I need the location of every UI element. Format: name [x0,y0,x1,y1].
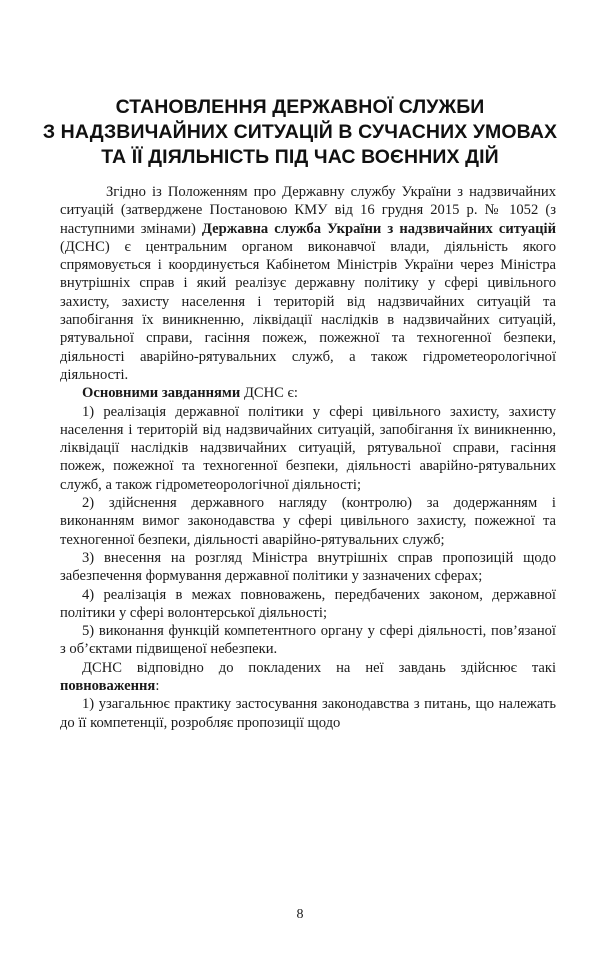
powers-bold-label: повноваження [60,678,156,695]
task-item-2: 2) здійснення державного нагляду (контролю) за додержанням і виконанням вимог законодавства у сфері цивільного захисту, пожежної та техногенної безпеки, діяльності аварійно-рятувальних служб; [60,495,556,548]
title-line-3: ТА ЇЇ ДІЯЛЬНІСТЬ ПІД ЧАС ВОЄННИХ ДІЙ [101,146,499,168]
page-number: 8 [296,907,304,922]
task-item-3: 3) внесення на розгляд Міністра внутрішніх справ пропозицій щодо забезпечення формування державної політики у зазначених сферах; [60,549,556,585]
tasks-heading-paragraph [60,384,556,402]
intro-paragraph [60,183,556,384]
title-line-1: СТАНОВЛЕННЯ ДЕРЖАВНОЇ СЛУЖБИ [115,96,485,118]
powers-paragraph [60,659,556,696]
task-item-5: 5) виконання функцій компетентного органу у сфері діяльності, пов’язаної з об’єктами підвищеної небезпеки. [60,623,556,658]
intro-text-2: (ДСНС) є центральним органом виконавчої влади, діяльність якого спрямовується і координується Кабінетом Міністрів України через Міністра внутрішніх справ і який реалізує державну політику у сфері цивільного захисту, захисту населення і територій від надзвичайних ситуацій та запобігання їх виникненню, ліквідації наслідків в надзвичайних ситуацій, рятувальної справи, гасіння пожеж, пожежної та техногенної безпеки, діяльності аварійно-рятувальних служб, а також гідрометеорологічної діяльності. [60,238,556,383]
document-body [60,183,556,732]
powers-tail: : [155,678,160,695]
title-line-2: З НАДЗВИЧАЙНИХ СИТУАЦІЙ В СУЧАСНИХ УМОВАХ [42,121,558,143]
intro-bold-service-name: Державна служба України з надзвичайних ситуацій [201,220,557,237]
intro-text-1: Згідно із Положенням про Державну службу України з надзвичайних ситуацій (затверджене Постановою КМУ від 16 грудня 2015 р. № 1052 (з наступними змінами) [60,184,556,237]
powers-text: ДСНС відповідно до покладених на неї завдань здійснює такі [82,659,556,676]
tasks-bold-label: Основними завданнями [82,385,241,402]
tasks-heading-text: ДСНС є: [240,385,298,402]
task-item-1: 1) реалізація державної політики у сфері цивільного захисту, захисту населення і територій від надзвичайних ситуацій, запобігання їх виникненню, ліквідації наслідків надзвичайних ситуацій, рятувальної справи, гасіння пожеж, пожежної та техногенної безпеки, діяльності аварійно-рятувальних служб, а також гідрометеорологічної діяльності; [60,403,556,493]
page-title [40,95,560,170]
power-item-1: 1) узагальнює практику застосування законодавства з питань, що належать до її компетенції, розробляє пропозиції щодо [60,696,556,731]
task-item-4: 4) реалізація в межах повноважень, передбачених законом, державної політики у сфері волонтерської діяльності; [60,586,556,621]
